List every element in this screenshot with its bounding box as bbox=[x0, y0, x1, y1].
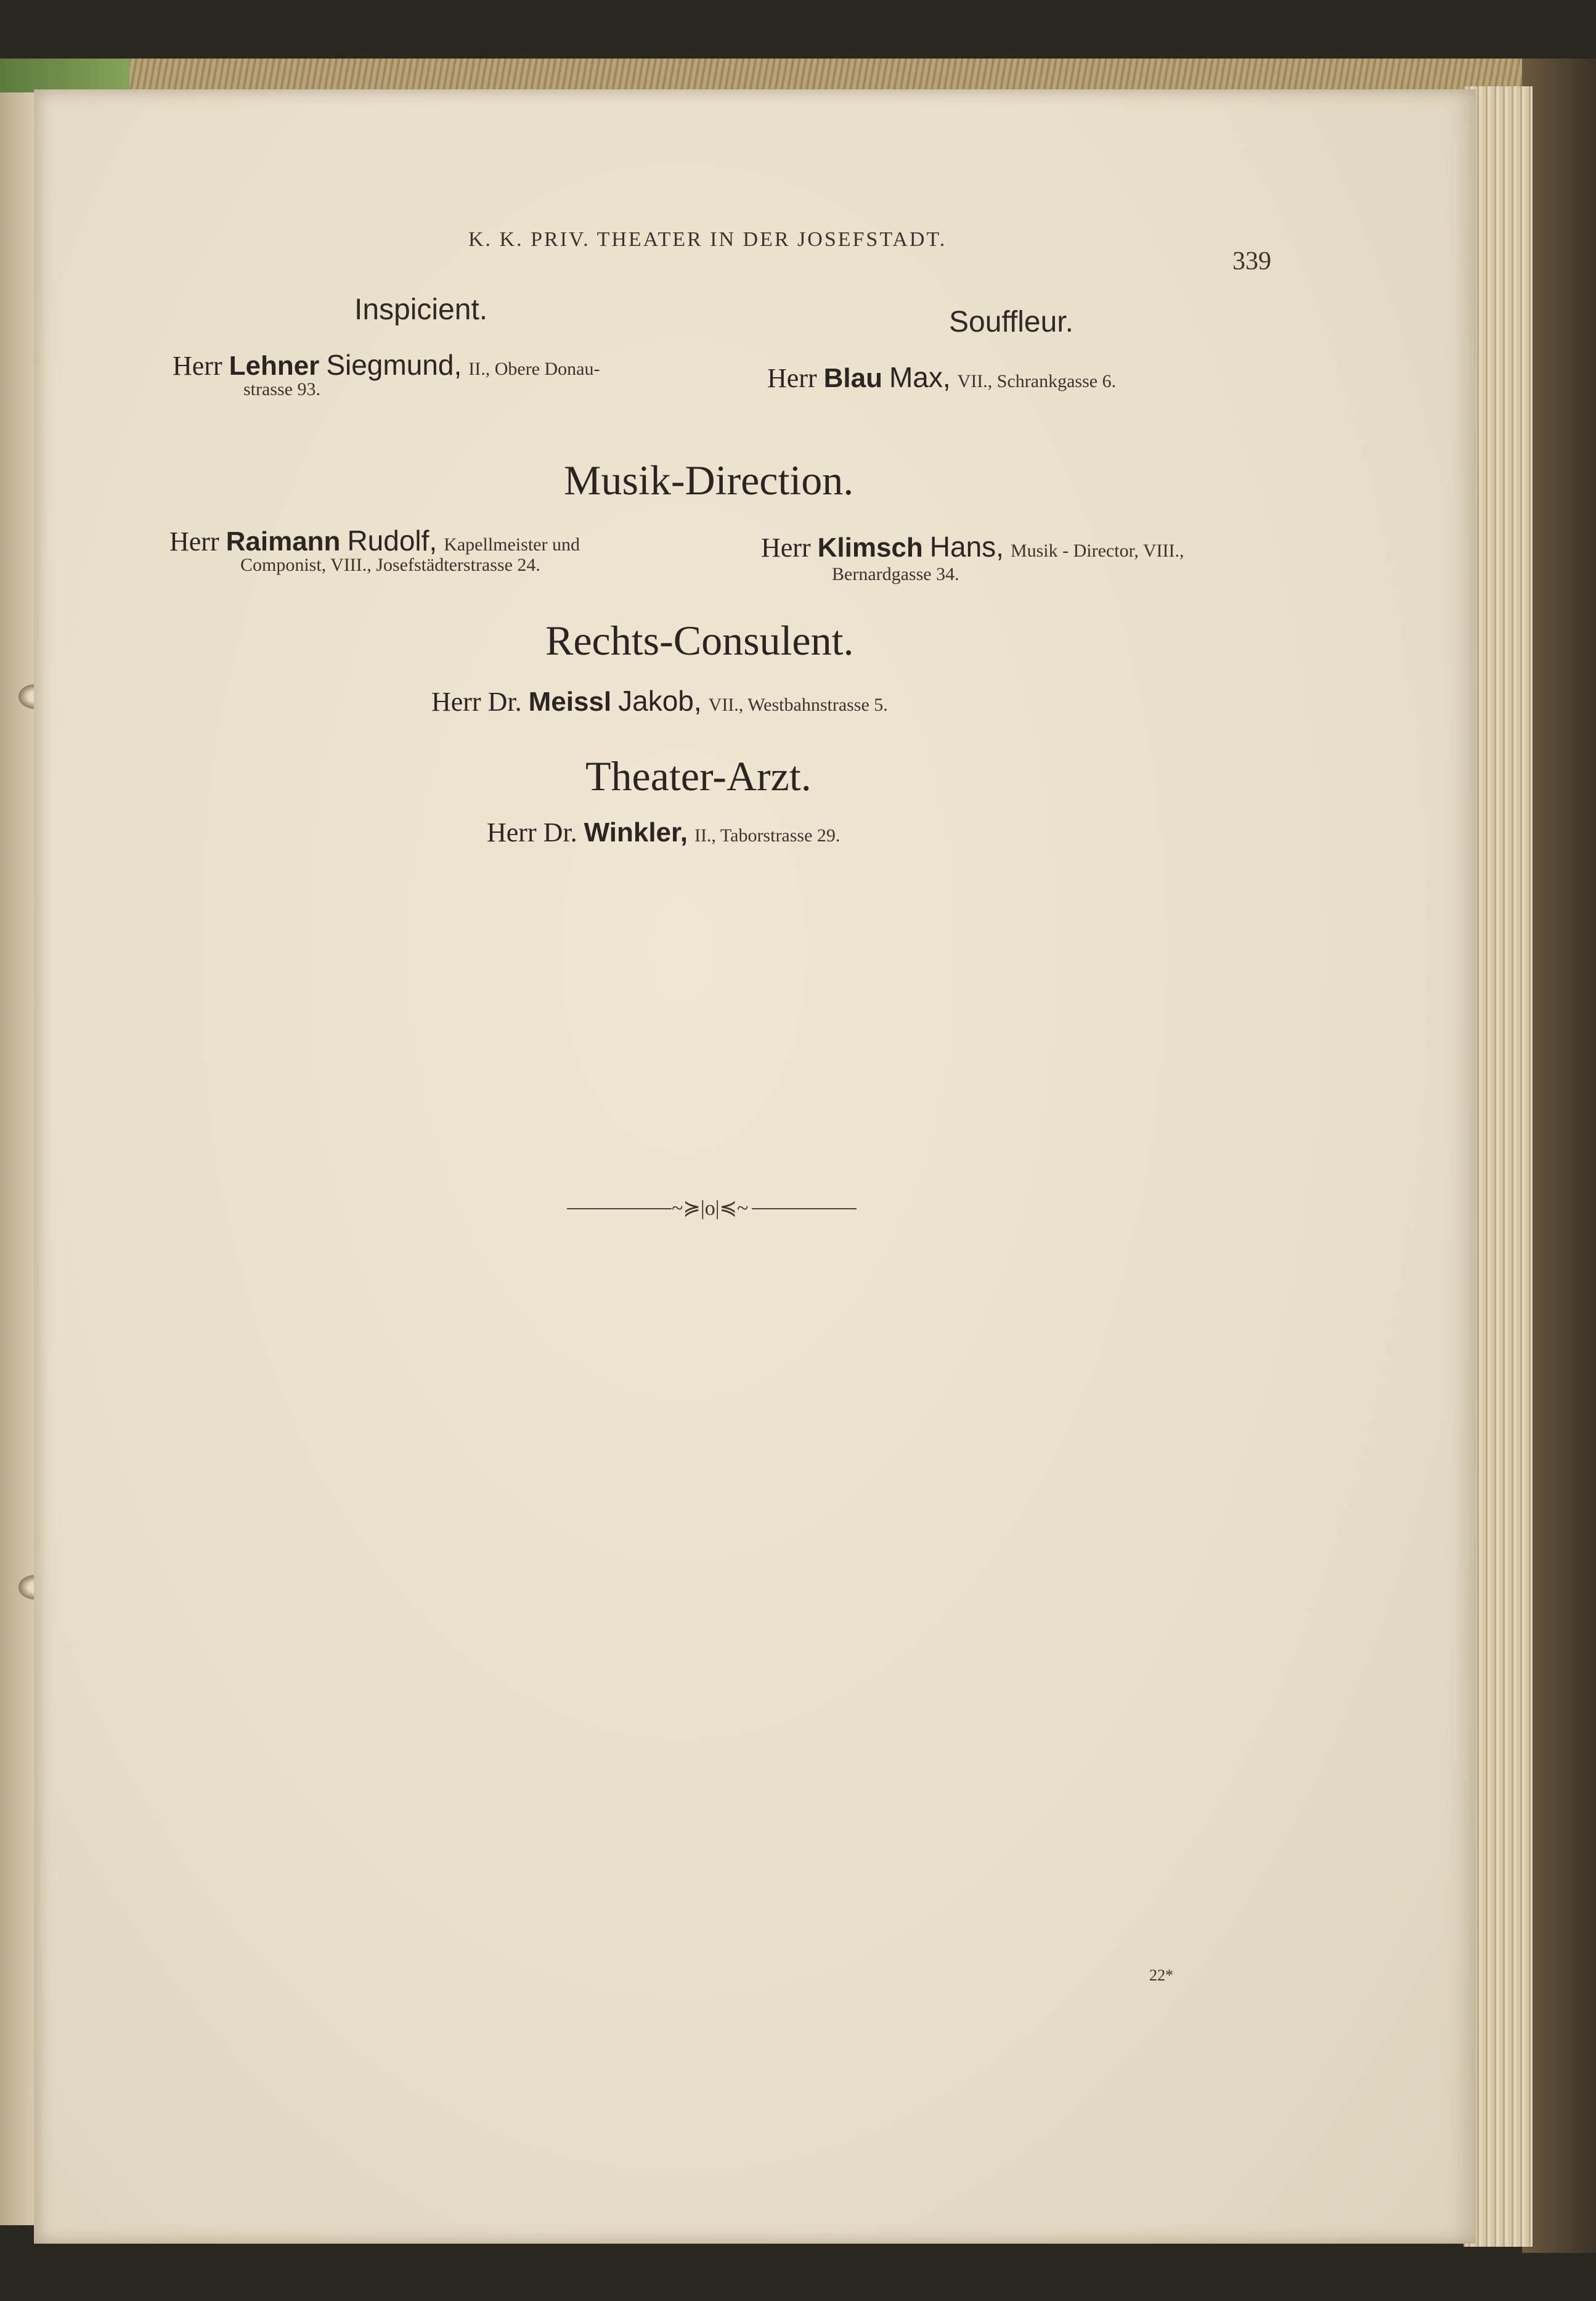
address: Musik - Director, VIII., bbox=[1010, 541, 1184, 561]
heading-musik-direction: Musik-Direction. bbox=[564, 457, 854, 504]
address: II., Obere Donau- bbox=[468, 359, 600, 379]
honorific: Herr bbox=[173, 351, 222, 381]
address: II., Taborstrasse 29. bbox=[694, 825, 841, 846]
surname: Raimann bbox=[226, 526, 341, 557]
address-continued: Componist, VIII., Josefstädterstrasse 24. bbox=[240, 555, 540, 575]
given-name: Rudolf, bbox=[347, 525, 438, 557]
ornament-flourish: ~≽|o|≼~ bbox=[672, 1197, 749, 1220]
surname: Klimsch bbox=[817, 533, 923, 563]
address-continued: Bernardgasse 34. bbox=[832, 564, 959, 584]
running-head: K. K. PRIV. THEATER IN DER JOSEFSTADT. bbox=[468, 228, 947, 251]
given-name: Jakob, bbox=[618, 685, 702, 717]
surname: Blau bbox=[823, 363, 882, 393]
given-name: Hans, bbox=[929, 531, 1004, 563]
entry-rechts-consulent bbox=[431, 684, 888, 717]
address: VII., Schrankgasse 6. bbox=[957, 371, 1117, 391]
honorific: Herr bbox=[767, 363, 817, 393]
entry-musik-direction-right bbox=[761, 530, 1184, 563]
given-name: Max, bbox=[889, 361, 951, 393]
surname: Winkler, bbox=[584, 817, 688, 848]
honorific: Herr Dr. bbox=[487, 817, 577, 848]
heading-theater-arzt: Theater-Arzt. bbox=[585, 753, 812, 799]
entry-souffleur bbox=[767, 361, 1116, 394]
surname: Meissl bbox=[528, 687, 612, 717]
address: Kapellmeister und bbox=[444, 534, 580, 555]
heading-rechts-consulent: Rechts-Consulent. bbox=[545, 617, 854, 664]
ornament-rule-left bbox=[567, 1208, 672, 1209]
address-continued: strasse 93. bbox=[243, 379, 320, 399]
signature-mark: 22* bbox=[1149, 1966, 1173, 1984]
honorific: Herr bbox=[169, 526, 219, 557]
honorific: Herr Dr. bbox=[431, 687, 522, 717]
ornament-rule-right bbox=[752, 1208, 857, 1209]
surname: Lehner bbox=[229, 351, 320, 381]
address: VII., Westbahnstrasse 5. bbox=[708, 695, 888, 715]
honorific: Herr bbox=[761, 533, 811, 563]
heading-inspicient: Inspicient. bbox=[354, 293, 488, 326]
given-name: Siegmund, bbox=[326, 349, 462, 381]
entry-musik-direction-left bbox=[169, 524, 580, 557]
page-number: 339 bbox=[1232, 247, 1271, 276]
entry-theater-arzt bbox=[487, 817, 840, 848]
heading-souffleur: Souffleur. bbox=[949, 306, 1073, 338]
book-cover-right bbox=[1522, 59, 1596, 2253]
book-page bbox=[34, 89, 1476, 2244]
entry-inspicient bbox=[173, 348, 600, 382]
